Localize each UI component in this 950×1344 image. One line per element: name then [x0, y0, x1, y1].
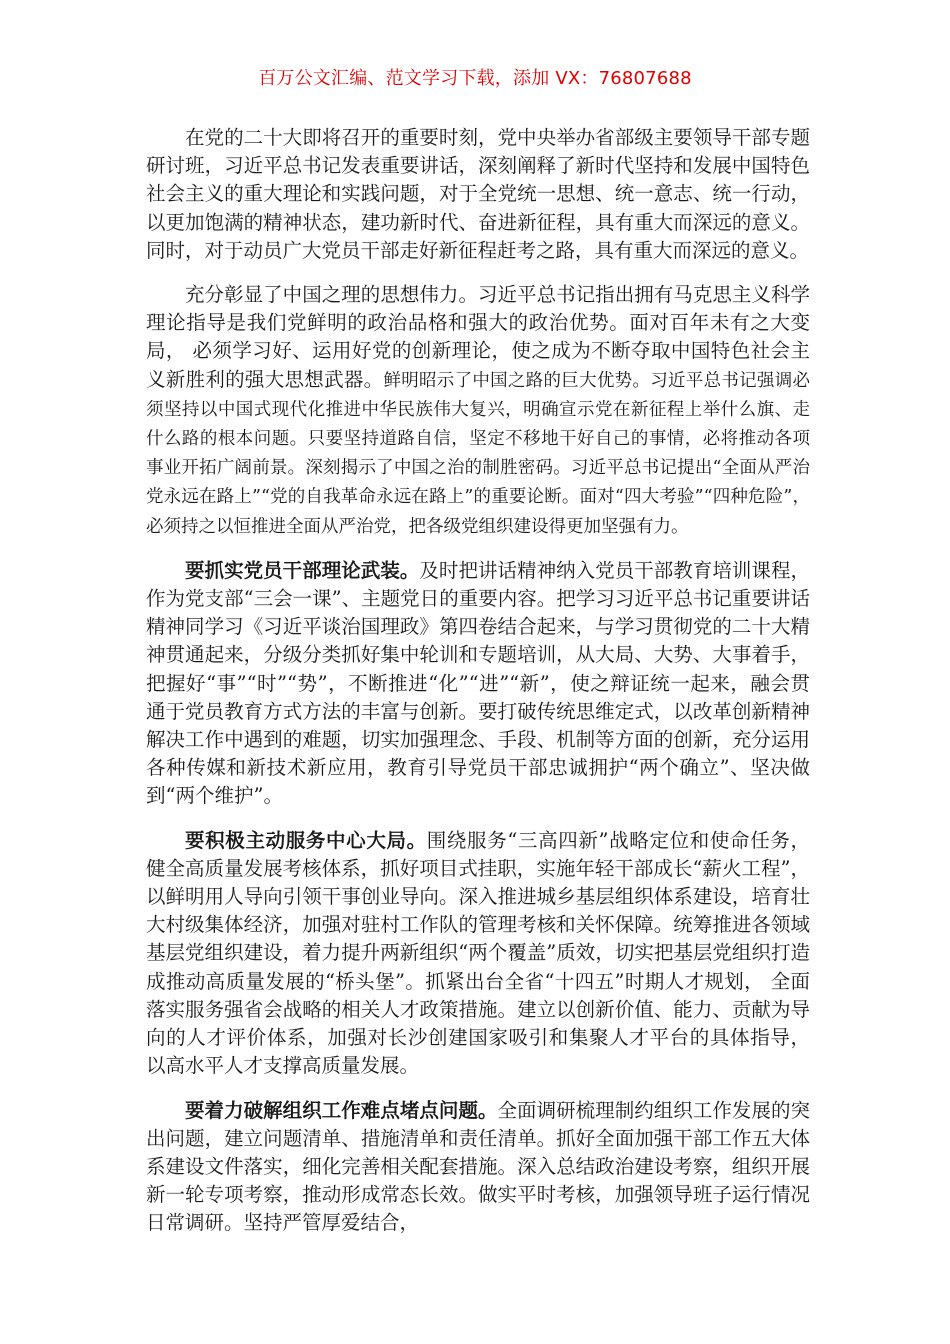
paragraph-3-lead: 要抓实党员干部理论武装。 — [185, 558, 420, 582]
paragraph-1 — [146, 124, 810, 265]
paragraph-4-lead: 要积极主动服务中心大局。 — [185, 828, 427, 852]
paragraph-4 — [146, 827, 810, 1081]
paragraph-2-body-small: 鲜明昭示了中国之路的巨大优势。习近平总书记强调必须坚持以中国式现代化推进中华民族伟大复兴，明确宣示党在新征程上举什么旗、走什么路的根本问题。只要坚持道路自信，坚定不移地干好自己的事情，必将推动各项事业开拓广阔前景。深刻揭示了中国之治的制胜密码。习近平总书记提出“全面从严治党永远在路上”“党的自我革命永远在路上”的重要论断。面对“四大考验”“四种危险”，必须持之以恒推进全面从严治党，把各级党组织建设得更加坚强有力。 — [146, 370, 810, 537]
document-body — [146, 124, 810, 1254]
header-watermark-text: 百万公文汇编、范文学习下载，添加 VX：76807688 — [258, 68, 692, 89]
paragraph-3-body: 及时把讲话精神纳入党员干部教育培训课程， 作为党支部“三会一课”、主题党日的重要内容。把学习习近平总书记重要讲话精神同学习《习近平谈治国理政》第四卷结合起来，与学习贯彻党的二十大精神贯通起来，分级分类抓好集中轮训和专题培训，从大局、大势、大事着手，把握好“事”“时”“势”，不断推进“化”“进”“新”，使之辩证统一起来，融会贯通于党员教育方式方法的丰富与创新。要打破传统思维定式，以改革创新精神解决工作中遇到的难题，切实加强理念、手段、机制等方面的创新，充分运用各种传媒和新技术新应用，教育引导党员干部忠诚拥护“两个确立”、坚决做到“两个维护”。 — [146, 558, 810, 808]
paragraph-2-body: 充分彰显了中国之理的思想伟力。习近平总书记指出拥有马克思主义科学理论指导是我们党鲜明的政治品格和强大的政治优势。面对百年未有之大变局， 必须学习好、运用好党的创新理论，使之成为不断夺取中国特色社会主义新胜利的强大思想武器。 — [146, 283, 810, 391]
paragraph-4-body: 围绕服务“三高四新”战略定位和使命任务， 健全高质量发展考核体系，抓好项目式挂职，实施年轻干部成长“薪火工程”， 以鲜明用人导向引领干事创业导向。深入推进城乡基层组织体系建设，培育壮大村级集体经济，加强对驻村工作队的管理考核和关怀保障。统筹推进各领域基层党组织建设，着力提升两新组织“两个覆盖”质效，切实把基层党组织打造成推动高质量发展的“桥头堡”。抓紧出台全省“十四五”时期人才规划， 全面落实服务强省会战略的相关人才政策措施。建立以创新价值、能力、贡献为导向的人才评价体系，加强对长沙创建国家吸引和集聚人才平台的具体指导， 以高水平人才支撑高质量发展。 — [146, 828, 810, 1078]
paragraph-5-body: 全面调研梳理制约组织工作发展的突出问题，建立问题清单、措施清单和责任清单。抓好全面加强干部工作五大体系建设文件落实，细化完善相关配套措施。深入总结政治建设考察，组织开展新一轮专项考察，推动形成常态长效。做实平时考核，加强领导班子运行情况日常调研。坚持严管厚爱结合， — [146, 1098, 810, 1235]
paragraph-2 — [146, 281, 810, 541]
paragraph-3 — [146, 557, 810, 811]
paragraph-5-lead: 要着力破解组织工作难点堵点问题。 — [185, 1098, 498, 1122]
paragraph-5 — [146, 1097, 810, 1238]
paragraph-1-body: 在党的二十大即将召开的重要时刻，党中央举办省部级主要领导干部专题研讨班，习近平总书记发表重要讲话，深刻阐释了新时代坚持和发展中国特色社会主义的重大理论和实践问题，对于全党统一思想、统一意志、统一行动，以更加饱满的精神状态，建功新时代、奋进新征程，具有重大而深远的意义。同时，对于动员广大党员干部走好新征程赶考之路，具有重大而深远的意义。 — [146, 126, 810, 262]
